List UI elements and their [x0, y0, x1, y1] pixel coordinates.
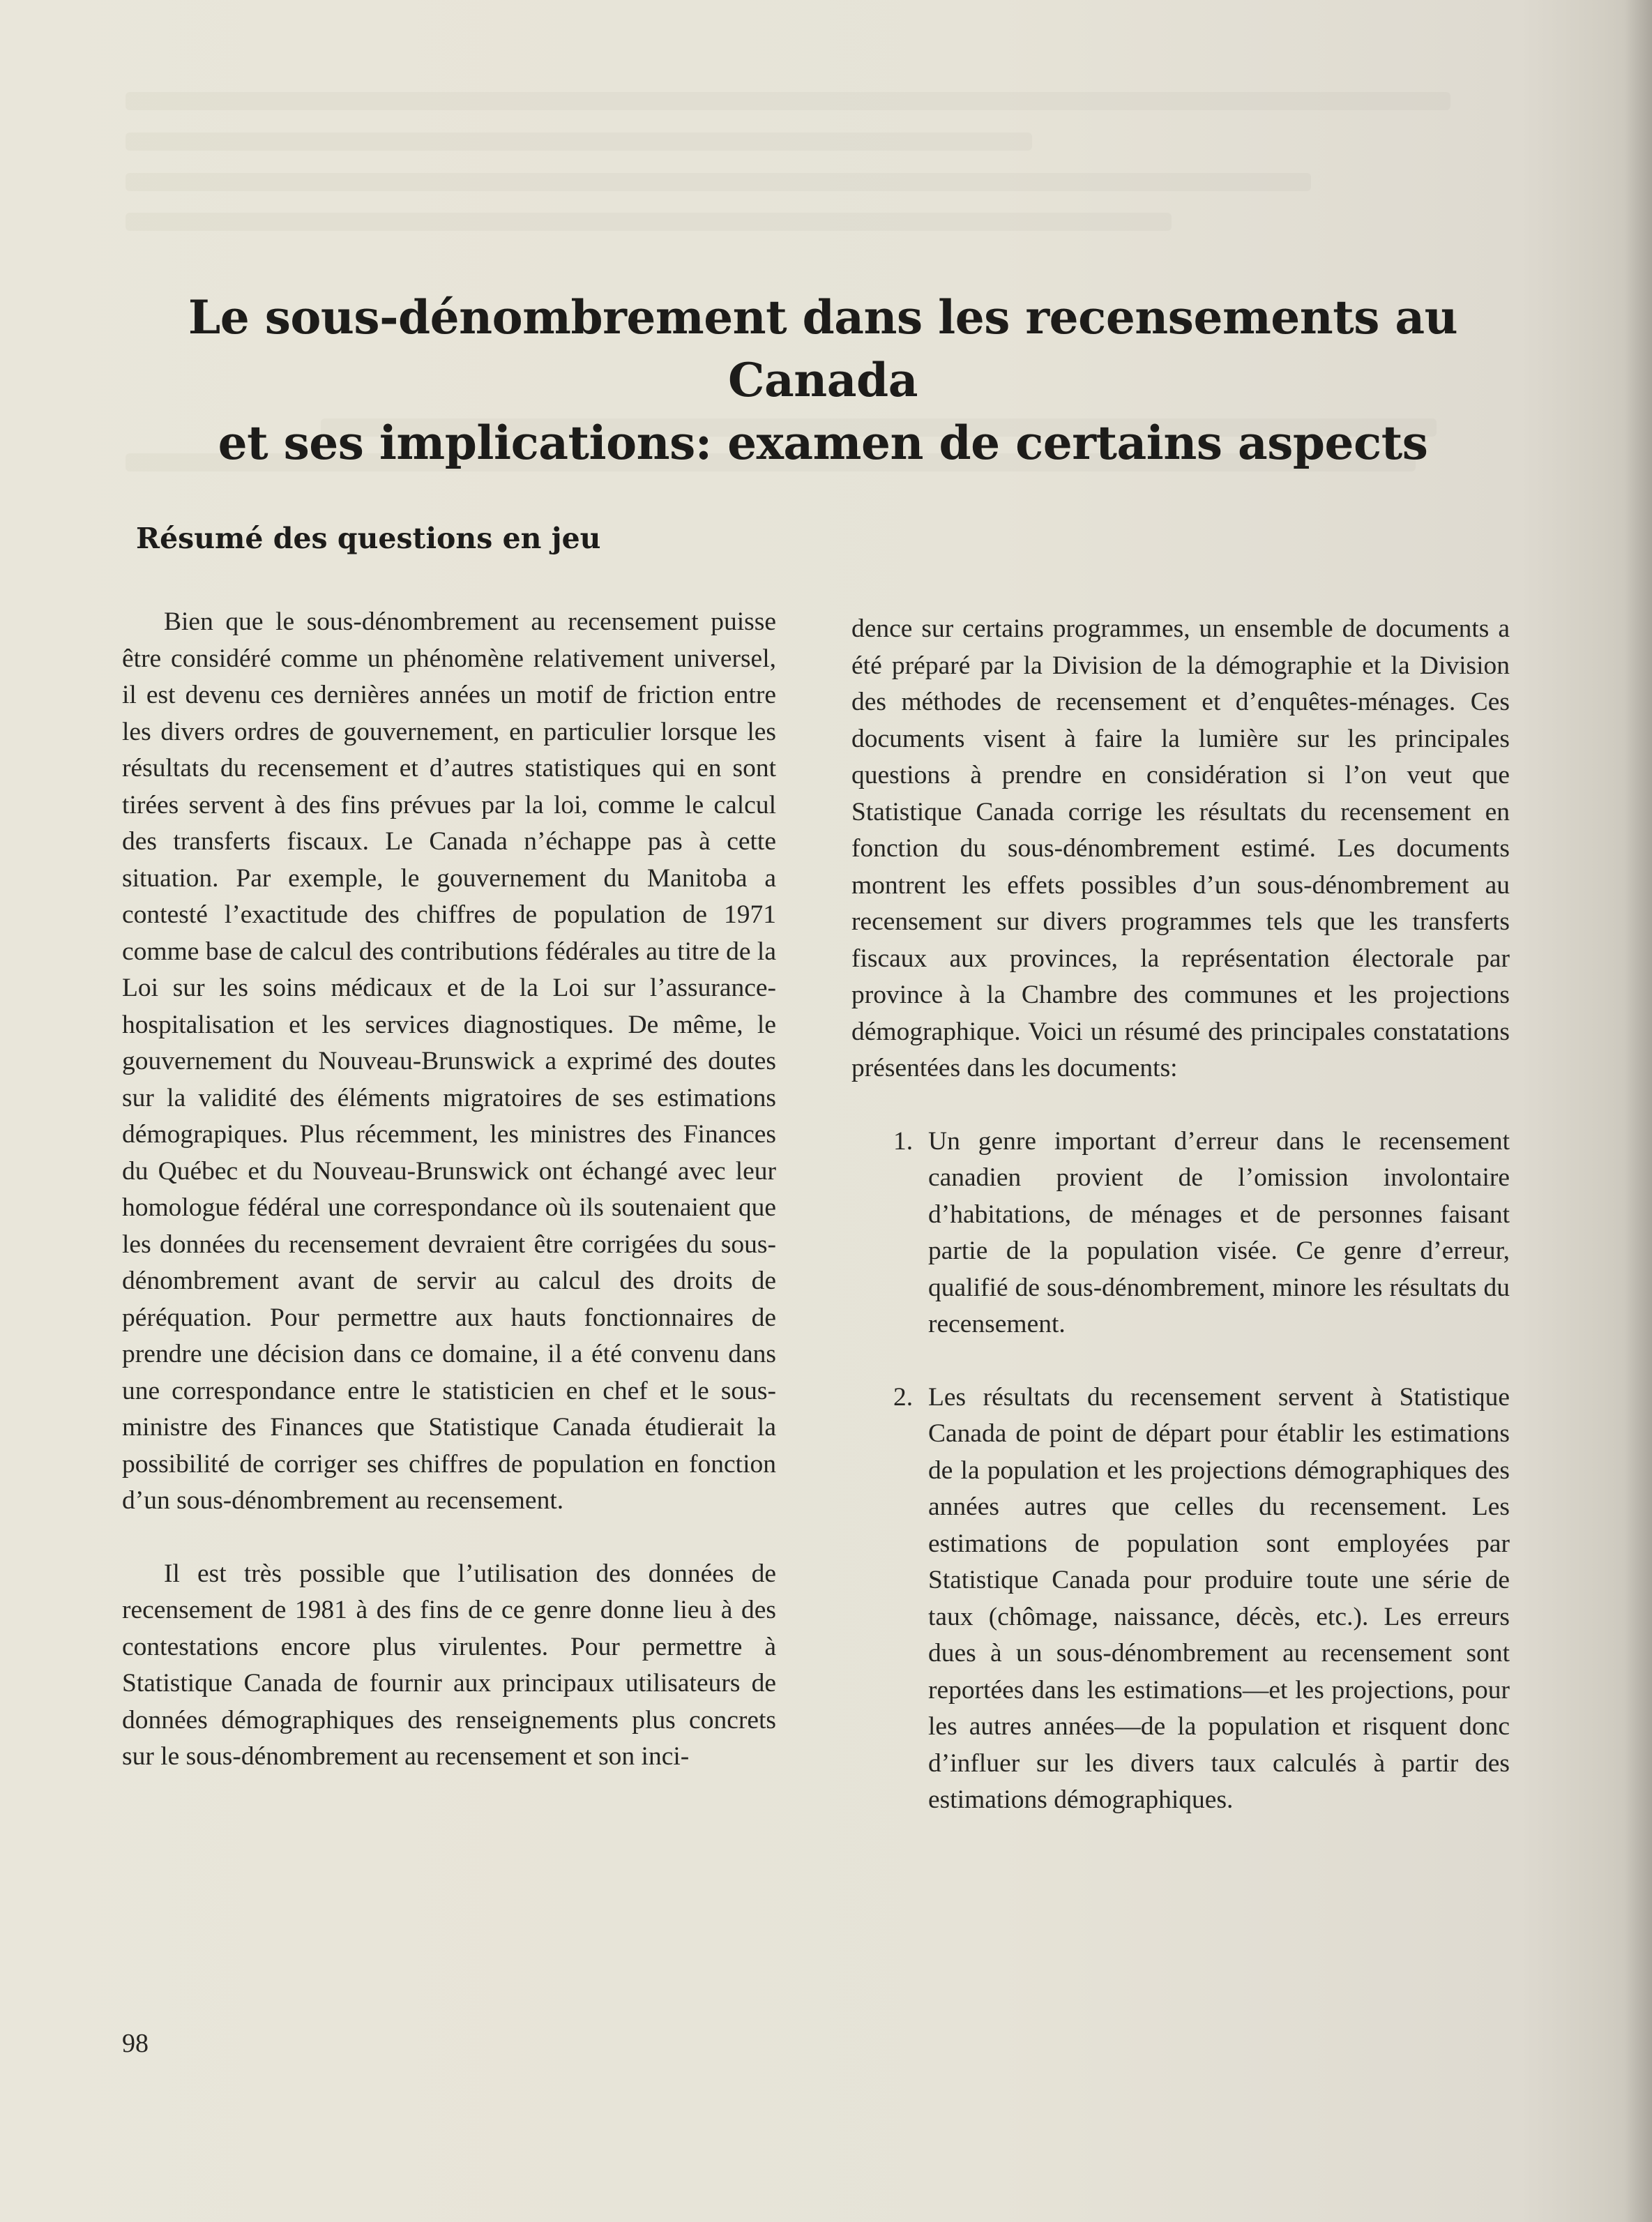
- right-paragraph-continued: dence sur certains programmes, un ensemble de documents a été préparé par la Division de la démographie et la Division des méthodes de recensement et d’enquêtes-ménages. Ces documents visent à faire la lumière sur les principales questions à prendre en considération si l’on veut que Statistique Canada corrige les résultats du recensement en fonction du sous-dénombrement estimé. Les documents montrent les effets possibles d’un sous-dénombrement au recensement sur divers programmes tels que les transferts fiscaux aux provinces, la représentation électorale par province à la Chambre des communes et les projections démographique. Voici un résumé des principales constatations présentées dans les documents:: [851, 614, 1510, 1082]
- article-title-line-2: et ses implications: examen de certains aspects: [218, 416, 1428, 470]
- section-heading: Résumé des questions en jeu: [136, 522, 601, 555]
- show-through-ghost: [126, 92, 1450, 110]
- list-item-number: 1.: [893, 1126, 914, 1156]
- right-column: [851, 611, 1510, 1819]
- left-paragraph-2: Il est très possible que l’utilisation des données de recensement de 1981 à des fins de ce genre donne lieu à des contestations encore plus virulentes. Pour permettre à Statistique Canada de fournir aux principaux utilisateurs de données démographiques des renseignements plus concrets sur le sous-dénombrement au recensement et son inci-: [122, 1559, 776, 1771]
- findings-list-wrapper: [851, 1124, 1510, 1819]
- list-item-number: 2.: [893, 1382, 914, 1412]
- list-item: [851, 1380, 1510, 1819]
- left-paragraph-1: Bien que le sous-dénombrement au recensement puisse être considéré comme un phénomène relativement universel, il est devenu ces dernières années un motif de friction entre les divers ordres de gouvernement, en particulier lorsque les résultats du recensement et d’autres statistiques qui en sont tirées servent à des fins prévues par la loi, comme le calcul des transferts fiscaux. Le Canada n’échappe pas à cette situation. Par exemple, le gouvernement du Manitoba a contesté l’exactitude des chiffres de population de 1971 comme base de calcul des contributions fédérales au titre de la Loi sur les soins médicaux et de la Loi sur l’assurance-hospitalisation et les services diagnostiques. De même, le gouvernement du Nouveau-Brunswick a exprimé des doutes sur la validité des éléments migratoires de ses estimations démograpiques. Plus récemment, les ministres des Finances du Québec et du Nouveau-Brunswick ont échangé avec leur homologue fédéral une correspondance où ils soutenaient que les données du recensement devraient être corrigées du sous-dénombrement avant de servir au calcul des droits de péréquation. Pour permettre aux hauts fonctionnaires de prendre une décision dans ce domaine, il a été convenu dans une correspondance entre le statisticien en chef et le sous-ministre des Finances que Statistique Canada étudierait la possibilité de corriger ses chiffres de population en fonction d’un sous-dénombrement au recensement.: [122, 607, 776, 1515]
- article-title: [126, 286, 1520, 474]
- list-item: [851, 1124, 1510, 1343]
- findings-list: [851, 1124, 1510, 1819]
- show-through-ghost: [126, 213, 1172, 231]
- show-through-ghost: [126, 173, 1311, 191]
- page-number: 98: [122, 2029, 149, 2058]
- list-item-text: Un genre important d’erreur dans le recensement canadien provient de l’omission involontaire d’habitations, de ménages et de personnes faisant partie de la population visée. Ce genre d’erreur, qualifié de sous-dénombrement, minore les résultats du recensement.: [928, 1126, 1510, 1338]
- page-spine-shadow: [1624, 0, 1652, 2222]
- article-title-line-1: Le sous-dénombrement dans les recensements au Canada: [188, 290, 1458, 407]
- left-column: [122, 604, 776, 1776]
- show-through-ghost: [126, 133, 1032, 151]
- list-item-text: Les résultats du recensement servent à Statistique Canada de point de départ pour établir les estimations de la population et les projections démographiques des années autres que celles du recensement. Les estimations de population sont employées par Statistique Canada pour produire toute une série de taux (chômage, naissance, décès, etc.). Les erreurs dues à un sous-dénombrement au recensement sont reportées dans les estimations—et les projections, pour les autres années—de la population et risquent donc d’influer sur les divers taux calculés à partir des estimations démographiques.: [928, 1382, 1510, 1814]
